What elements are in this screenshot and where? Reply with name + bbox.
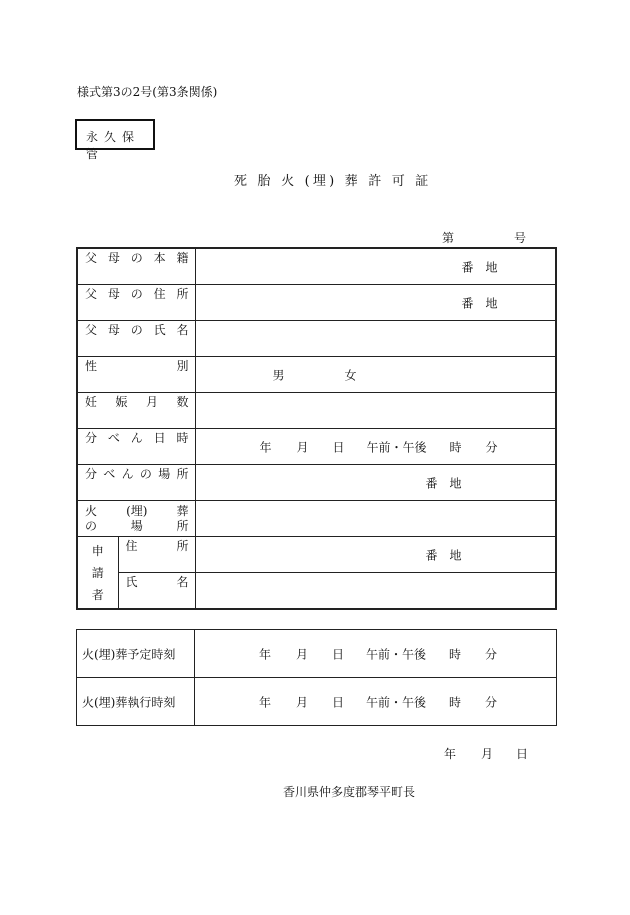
minute-text: 分 [485, 695, 498, 709]
label-executed-time: 火(埋)葬執行時刻 [82, 695, 176, 709]
row-sex [77, 357, 556, 393]
value-sex[interactable] [196, 357, 555, 392]
month-text: 月 [296, 695, 309, 709]
label-applicant-address: 住 所 [125, 539, 189, 553]
row-parents-address [77, 285, 556, 321]
number-suffix: 号 [514, 231, 527, 245]
value-applicant-address[interactable] [196, 537, 555, 572]
row-parents-name [77, 321, 556, 357]
row-burial-place [77, 501, 556, 537]
label-sex: 性 別 [85, 359, 189, 373]
row-scheduled-time [77, 630, 557, 678]
row-applicant-address [77, 537, 556, 573]
hour-text: 時 [449, 440, 462, 454]
month-text: 月 [296, 440, 309, 454]
female-text: 女 [344, 368, 357, 382]
male-text: 男 [272, 368, 285, 382]
permanent-storage-label: 永久保管 [86, 130, 141, 161]
row-delivery-datetime [77, 429, 556, 465]
row-parents-domicile [77, 248, 556, 285]
label-burial-place [78, 501, 195, 536]
value-delivery-datetime[interactable] [196, 429, 555, 464]
value-parents-address[interactable] [196, 285, 555, 320]
label-parents-name: 父 母 の 氏 名 [85, 323, 189, 337]
ampm-text: 午前・午後 [366, 440, 427, 454]
form-reference: 様式第3の2号(第3条関係) [77, 85, 218, 99]
value-burial-place[interactable] [196, 501, 555, 536]
page-title: 死 胎 火 (埋) 葬 許 可 証 [234, 174, 432, 189]
burial-time-table [76, 629, 557, 726]
permit-details-table [76, 247, 557, 610]
banchi-text: 番 地 [425, 476, 462, 490]
ampm-text: 午前・午後 [366, 695, 427, 709]
banchi-text: 番 地 [425, 548, 462, 562]
minute-text: 分 [485, 647, 498, 661]
label-gestation-months: 妊 娠 月 数 [85, 395, 189, 409]
value-executed-time[interactable] [195, 678, 556, 725]
month-text: 月 [296, 647, 309, 661]
day-text: 日 [332, 647, 345, 661]
hour-text: 時 [449, 647, 462, 661]
label-delivery-datetime: 分 べ ん 日 時 [85, 431, 189, 445]
label-line: の 場 所 [85, 518, 189, 533]
number-prefix: 第 [442, 231, 455, 245]
banchi-text: 番 地 [461, 296, 498, 310]
banchi-text: 番 地 [461, 260, 498, 274]
value-parents-name[interactable] [196, 321, 555, 356]
permanent-storage-box [75, 119, 155, 161]
label-scheduled-time: 火(埋)葬予定時刻 [82, 647, 176, 661]
hour-text: 時 [449, 695, 462, 709]
year-text: 年 [259, 695, 272, 709]
value-applicant-name[interactable] [196, 573, 555, 608]
row-executed-time [77, 678, 557, 726]
row-delivery-place [77, 465, 556, 501]
year-text: 年 [259, 440, 272, 454]
issuer-name: 香川県仲多度郡琴平町長 [283, 785, 416, 799]
day-text: 日 [332, 440, 345, 454]
label-line: 火 (埋) 葬 [85, 503, 189, 518]
ampm-text: 午前・午後 [366, 647, 427, 661]
minute-text: 分 [485, 440, 498, 454]
row-applicant-name [77, 573, 556, 610]
year-text: 年 [259, 647, 272, 661]
row-gestation [77, 393, 556, 429]
day-text: 日 [332, 695, 345, 709]
issue-day-text: 日 [516, 747, 529, 761]
label-applicant-name: 氏 名 [125, 575, 189, 589]
label-delivery-place: 分 べ ん の 場 所 [85, 467, 189, 481]
label-applicant: 申 請 者 [91, 543, 104, 602]
value-delivery-place[interactable] [196, 465, 555, 500]
value-parents-domicile[interactable] [196, 249, 555, 284]
label-parents-address: 父 母 の 住 所 [85, 287, 189, 301]
value-scheduled-time[interactable] [195, 630, 556, 677]
issue-year-text: 年 [444, 747, 457, 761]
issue-month-text: 月 [481, 747, 494, 761]
value-gestation-months[interactable] [196, 393, 555, 428]
label-parents-domicile: 父 母 の 本 籍 [85, 251, 189, 265]
